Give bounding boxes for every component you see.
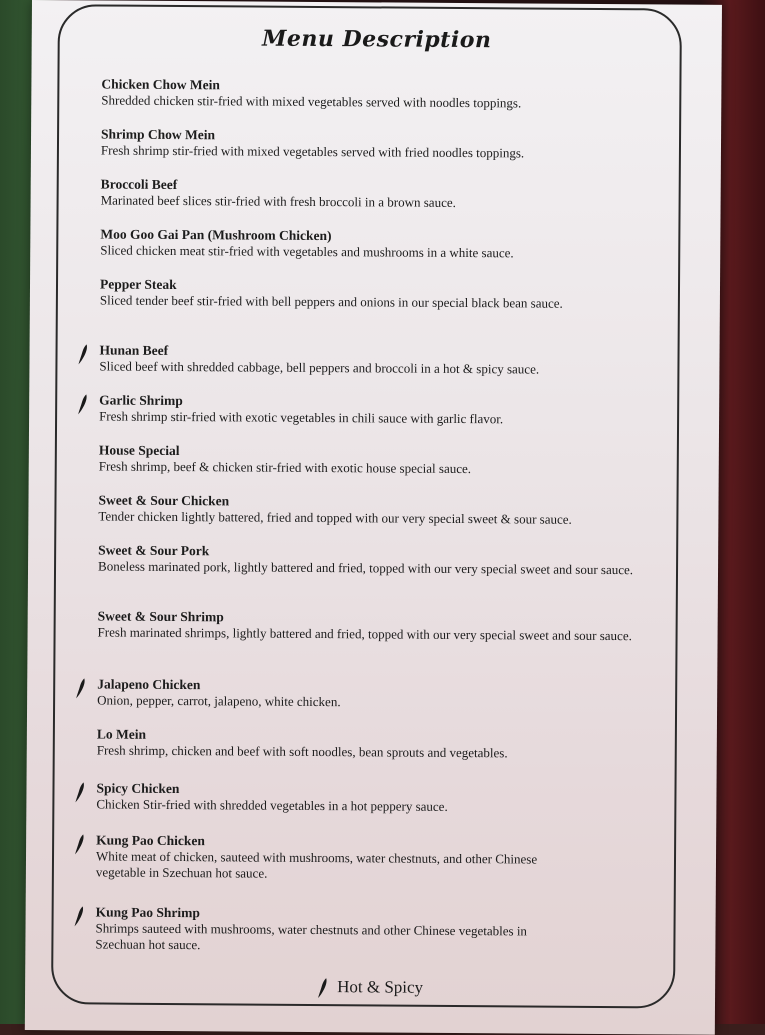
- menu-item-description: Marinated beef slices stir-fried with fresh broccoli in a brown sauce.: [100, 192, 456, 210]
- menu-item-name: Jalapeno Chicken: [97, 676, 201, 693]
- menu-item-spicy: [99, 392, 659, 428]
- menu-item-name: House Special: [98, 442, 180, 459]
- menu-item-description: Fresh marinated shrimps, lightly battered and fried, topped with our very special sweet and sour sauce.: [97, 624, 632, 644]
- menu-item-name: Chicken Chow Mein: [101, 76, 220, 93]
- chili-pepper-icon: [74, 781, 86, 803]
- menu-item-description: White meat of chicken, sauteed with mushrooms, water chestnuts, and other Chinese vegetable in Szechuan hot sauce.: [95, 848, 538, 881]
- menu-item: [100, 226, 660, 262]
- menu-item-name: Hunan Beef: [99, 342, 169, 358]
- menu-item: [97, 726, 657, 762]
- menu-item-description: Boneless marinated pork, lightly battered and fried, topped with our very special sweet and sour sauce.: [97, 558, 634, 578]
- menu-item-name: Garlic Shrimp: [99, 392, 183, 409]
- menu-item: [101, 176, 661, 212]
- menu-item-description: Fresh shrimp, chicken and beef with soft noodles, bean sprouts and vegetables.: [96, 742, 508, 761]
- menu-item-name: Kung Pao Chicken: [96, 832, 205, 849]
- menu-item-name: Sweet & Sour Chicken: [98, 492, 230, 509]
- chili-pepper-icon: [77, 393, 89, 415]
- menu-item-name: Pepper Steak: [99, 276, 177, 293]
- menu-item: [100, 276, 570, 311]
- menu-item-description: Shredded chicken stir-fried with mixed vegetables served with noodles toppings.: [101, 92, 522, 111]
- menu-item-spicy: [99, 342, 659, 378]
- menu-item-name: Kung Pao Shrimp: [95, 904, 200, 921]
- menu-item-description: Onion, pepper, carrot, jalapeno, white chicken.: [97, 692, 341, 710]
- menu-item-description: Sliced chicken meat stir-fried with vegetables and mushrooms in a white sauce.: [100, 242, 514, 261]
- menu-item-description: Fresh shrimp, beef & chicken stir-fried with exotic house special sauce.: [98, 458, 472, 477]
- menu-item-name: Sweet & Sour Shrimp: [97, 608, 224, 625]
- menu-item-name: Moo Goo Gai Pan (Mushroom Chicken): [100, 226, 332, 244]
- menu-item: [98, 542, 658, 578]
- menu-item: [98, 492, 658, 528]
- chili-pepper-icon: [74, 833, 86, 855]
- menu-item-name: Sweet & Sour Pork: [98, 542, 210, 559]
- menu-item-spicy: [96, 780, 656, 816]
- menu-item-description: Fresh shrimp stir-fried with mixed vegetables served with fried noodles toppings.: [100, 142, 525, 161]
- chili-pepper-icon: [77, 343, 89, 365]
- menu-sheet: [25, 0, 722, 1035]
- menu-item-name: Spicy Chicken: [96, 780, 180, 797]
- menu-item-description: Shrimps sauteed with mushrooms, water chestnuts and other Chinese vegetables in Szechuan hot sauce.: [95, 920, 528, 953]
- menu-item-name: Lo Mein: [96, 726, 147, 742]
- menu-title: Menu Description: [261, 25, 492, 54]
- menu-item-description: Chicken Stir-fried with shredded vegetables in a hot peppery sauce.: [96, 796, 448, 814]
- menu-item-description: Sliced beef with shredded cabbage, bell peppers and broccoli in a hot & spicy sauce.: [99, 358, 540, 377]
- menu-item-description: Sliced tender beef stir-fried with bell peppers and onions in our special black bean sauce.: [99, 292, 563, 311]
- menu-item-name: Shrimp Chow Mein: [101, 126, 216, 143]
- menu-item-spicy: [96, 832, 576, 883]
- chili-pepper-icon: [74, 905, 86, 927]
- chili-pepper-icon: [317, 977, 329, 999]
- menu-item-spicy: [97, 676, 657, 712]
- menu-item: [99, 442, 659, 478]
- chili-pepper-icon: [75, 677, 87, 699]
- menu-item-name: Broccoli Beef: [100, 176, 178, 193]
- menu-item: [101, 76, 601, 111]
- menu-item-description: Fresh shrimp stir-fried with exotic vegetables in chili sauce with garlic flavor.: [99, 408, 504, 427]
- menu-item-description: Tender chicken lightly battered, fried and topped with our very special sweet & sour sauce.: [98, 508, 572, 527]
- menu-item: [98, 608, 658, 644]
- menu-item: [101, 126, 611, 162]
- menu-item-spicy: [95, 904, 535, 955]
- legend-label: Hot & Spicy: [337, 977, 424, 997]
